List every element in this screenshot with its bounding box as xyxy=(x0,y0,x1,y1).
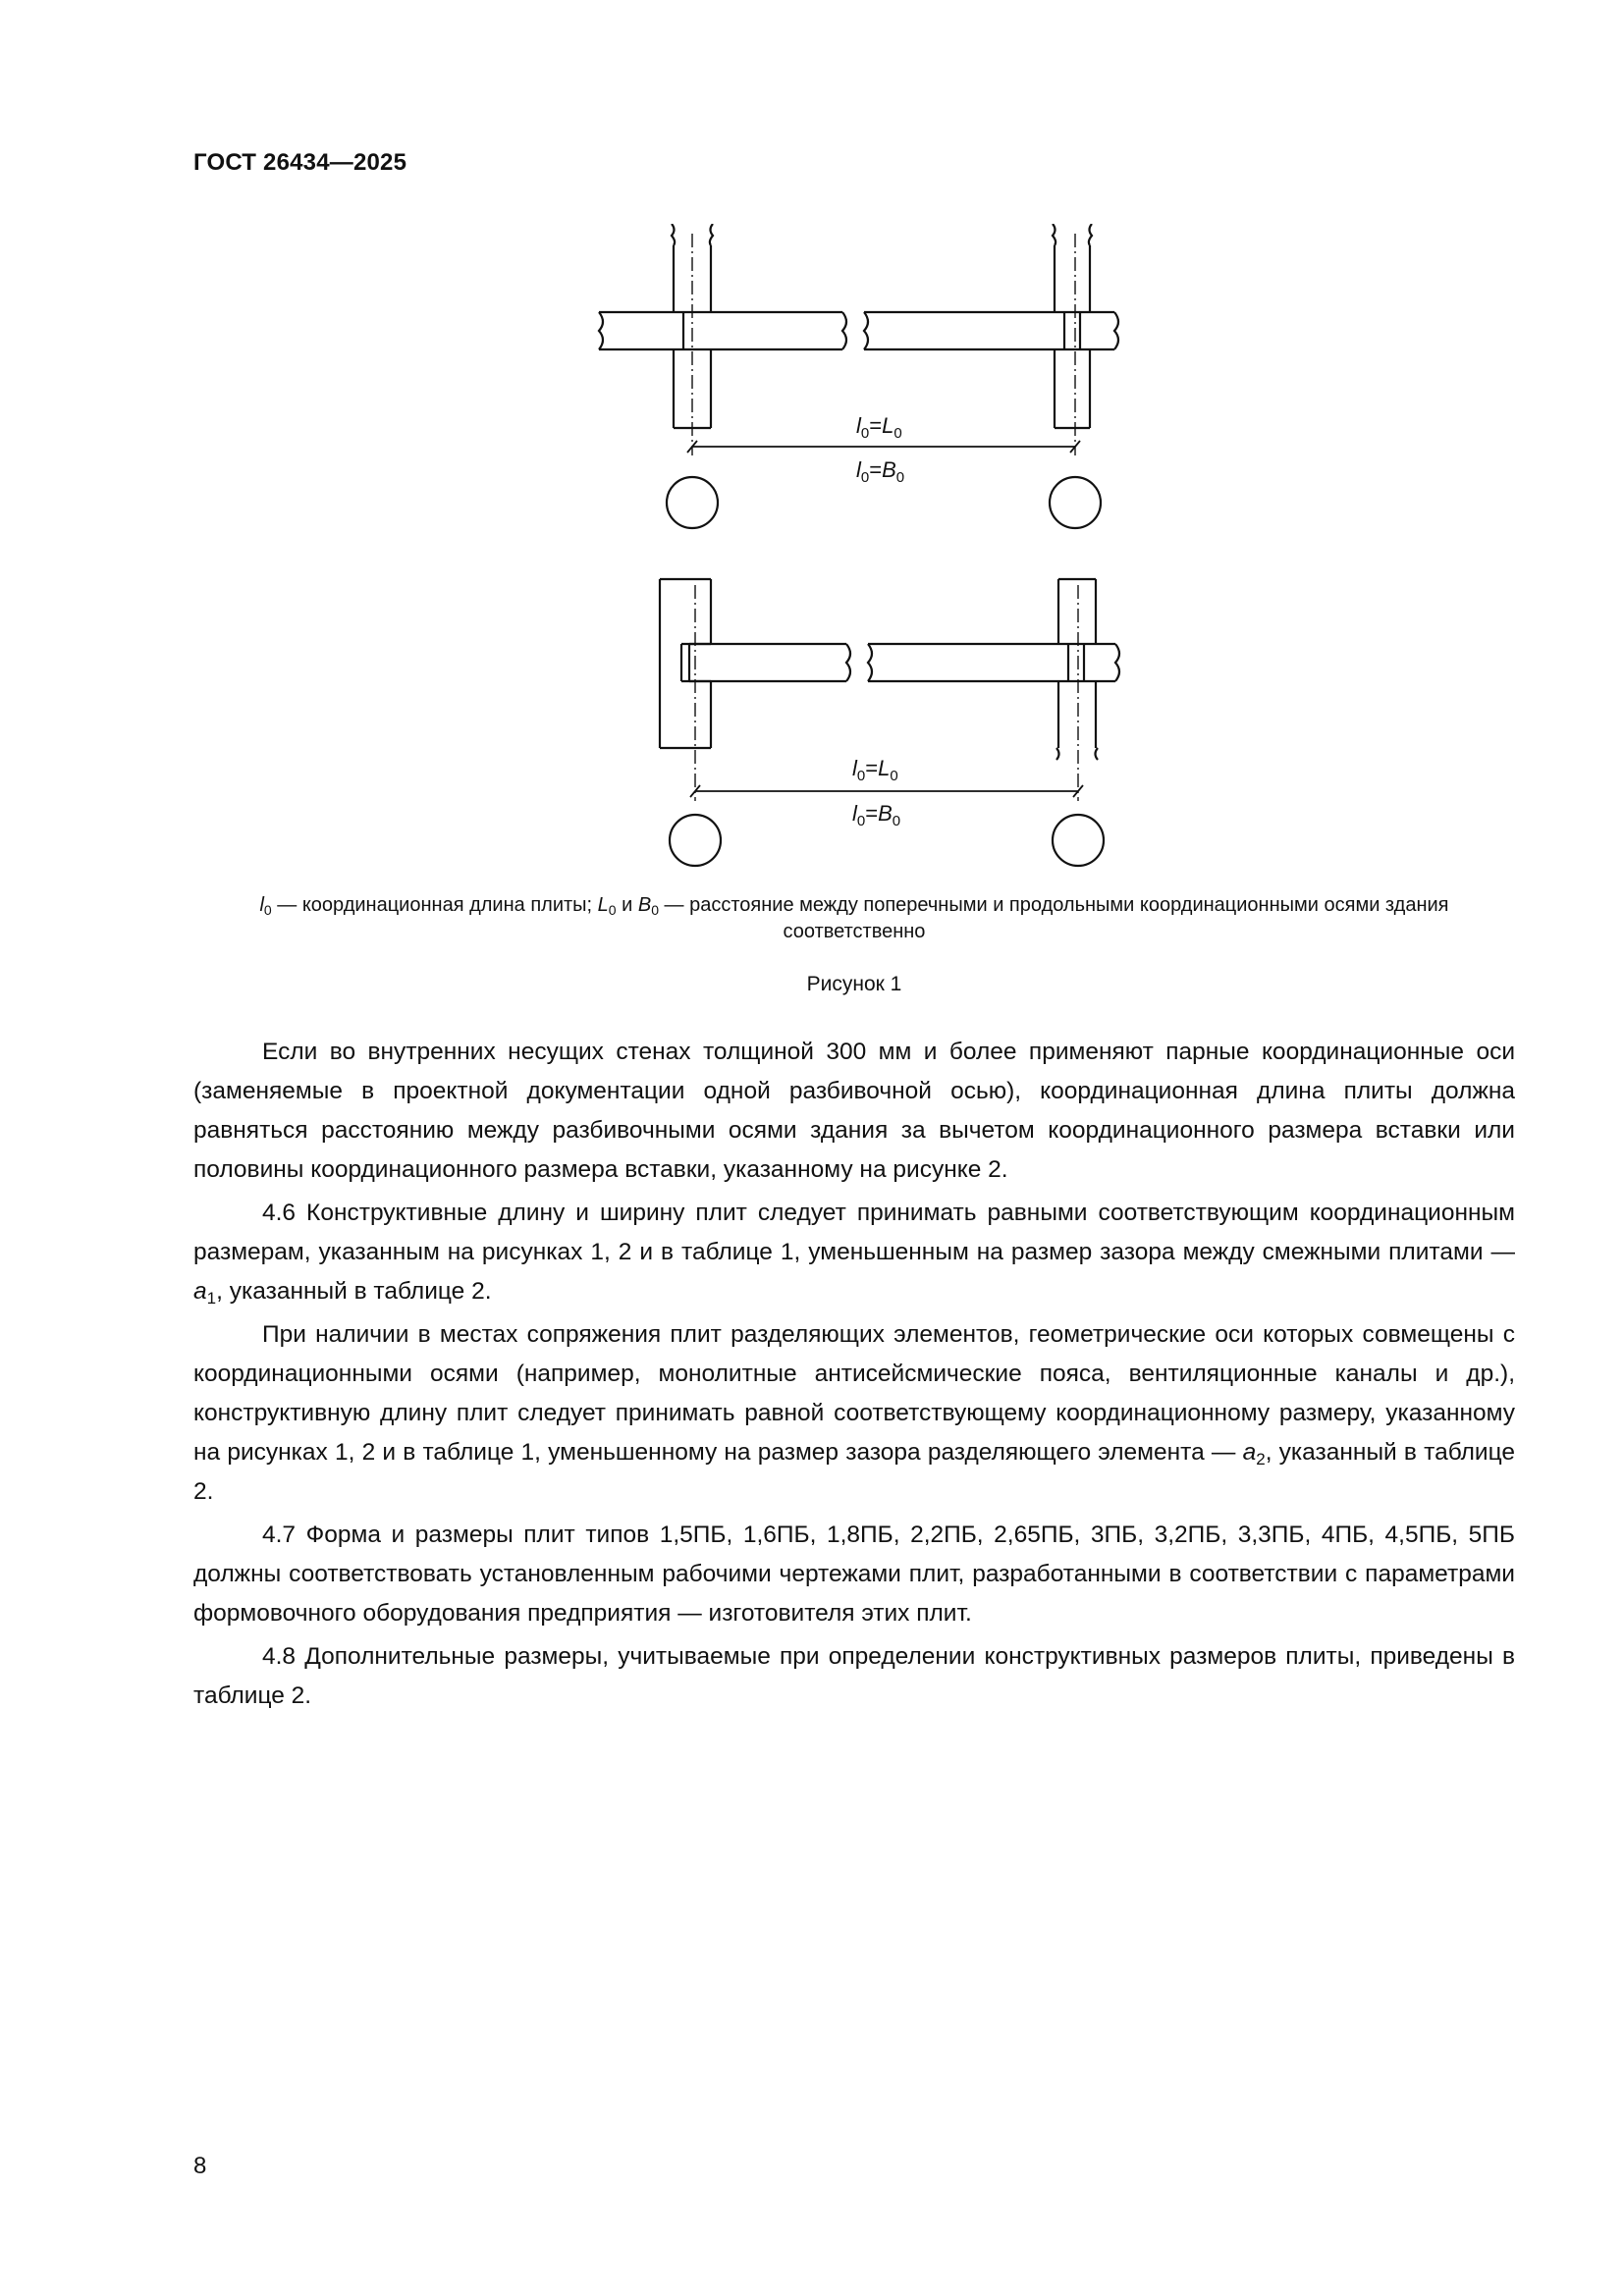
figure-1-svg xyxy=(579,224,1129,881)
figure-caption: Рисунок 1 xyxy=(806,973,902,995)
paragraph-4-7: 4.7 Форма и размеры плит типов 1,5ПБ, 1,6ПБ, 1,8ПБ, 2,2ПБ, 2,65ПБ, 3ПБ, 3,2ПБ, 3,3ПБ, 4ПБ, 4,5ПБ, 5ПБ должны соответствовать установленным рабочими чертежами плит, разработанными в соответствии с параметрами формовочного оборудования предприятия — изготовителя этих плит. xyxy=(193,1522,1515,1627)
figure-1-drawing xyxy=(579,224,1129,881)
paragraph-separating-elements: При наличии в местах сопряжения плит разделяющих элементов, геометрические оси которых совмещены с координационными осями (например, монолитные антисейсмические пояса, вентиляционные каналы и др.), конструктивную длину плит следует принимать равной соответствующему координационному размеру, указанному на рисунках 1, 2 и в таблице 1, уменьшенному на размер зазора разделяющего элемента — $a_2$, указанный в таблице 2. xyxy=(193,1321,1515,1505)
paragraph-4-8: 4.8 Дополнительные размеры, учитываемые при определении конструктивных размеров плиты, приведены в таблице 2. xyxy=(193,1643,1515,1709)
label-bottom-l0-L0: $l_0=L_0$ xyxy=(852,756,898,784)
top-slab-left xyxy=(599,312,846,349)
body-text xyxy=(193,1033,1515,1716)
bottom-left-axis-marker xyxy=(670,815,721,866)
label-bottom-l0-B0: $l_0=B_0$ xyxy=(852,801,901,829)
label-top-l0-L0: $l_0=L_0$ xyxy=(856,413,902,442)
top-left-axis-marker xyxy=(667,477,718,528)
page-number: 8 xyxy=(193,2153,207,2179)
top-right-column xyxy=(1053,224,1092,428)
bottom-right-axis-marker xyxy=(1053,815,1104,866)
top-right-axis-marker xyxy=(1050,477,1101,528)
paragraph-paired-axes: Если во внутренних несущих стенах толщиной 300 мм и более применяют парные координационные оси (заменяемые в проектной документации одной разбивочной осью), координационная длина плиты должна равняться расстоянию между разбивочными осями здания за вычетом координационного размера вставки или половины координационного размера вставки, указанному на рисунке 2. xyxy=(193,1039,1515,1183)
bottom-right-column xyxy=(1056,579,1098,760)
paragraph-4-6: 4.6 Конструктивные длину и ширину плит следует принимать равными соответствующим координационным размерам, указанным на рисунках 1, 2 и в таблице 1, уменьшенным на размер зазора между смежными плитами — $a_1$, указанный в таблице 2. xyxy=(193,1200,1515,1308)
top-left-column xyxy=(672,224,713,428)
coordination-axes xyxy=(692,234,1078,801)
label-top-l0-B0: $l_0=B_0$ xyxy=(856,457,905,486)
bottom-left-wall xyxy=(660,579,711,748)
bottom-slab-left xyxy=(689,644,850,681)
bottom-slab-right xyxy=(868,644,1119,681)
top-slab-right xyxy=(864,312,1118,349)
figure-legend: $l_0$ — координационная длина плиты; $L_0$ и $B_0$ — расстояние между поперечными и продольными координационными осями здания соответственно xyxy=(259,894,1449,942)
standard-header: ГОСТ 26434—2025 xyxy=(193,149,407,176)
